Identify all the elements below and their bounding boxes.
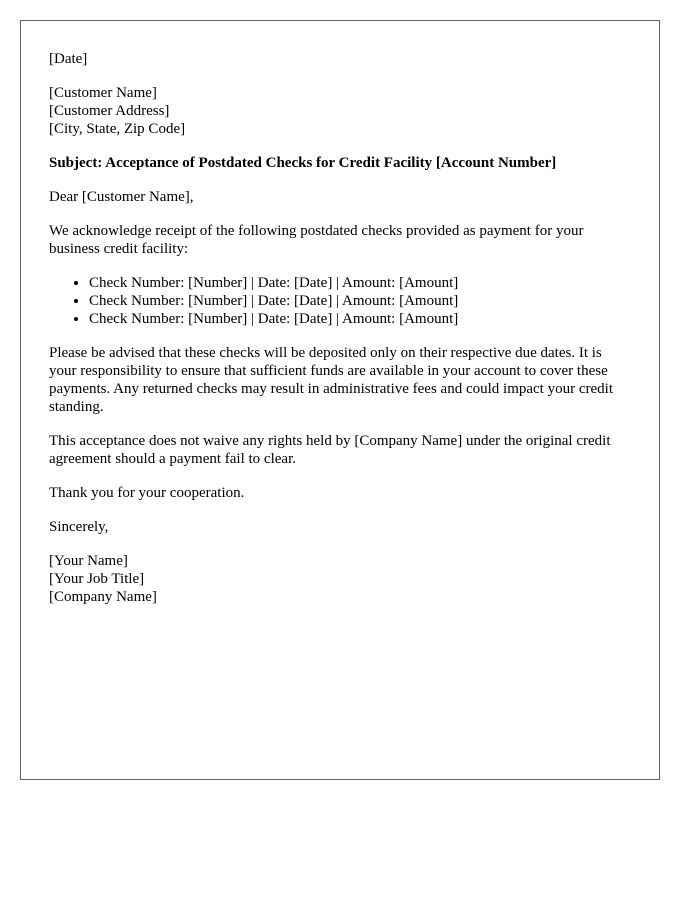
intro-paragraph: We acknowledge receipt of the following postdated checks provided as payment for your business credit facility: — [49, 223, 584, 257]
closing: Sincerely, — [49, 519, 109, 535]
signature-name: [Your Name] — [49, 553, 128, 569]
letter-page — [20, 20, 660, 780]
salutation: Dear [Customer Name], — [49, 189, 194, 205]
letter-subject: Subject: Acceptance of Postdated Checks for Credit Facility [Account Number] — [49, 155, 557, 171]
signature-title: [Your Job Title] — [49, 571, 145, 587]
signature-company: [Company Name] — [49, 589, 157, 605]
thanks-paragraph: Thank you for your cooperation. — [49, 485, 245, 501]
rights-paragraph: This acceptance does not waive any rights held by [Company Name] under the original credit agreement should a payment fail to clear. — [49, 433, 611, 467]
recipient-address-block — [49, 84, 631, 138]
letter-date — [49, 50, 631, 68]
recipient-address: [Customer Address] — [49, 103, 170, 119]
advisory-paragraph: Please be advised that these checks will be deposited only on their respective due dates. It is your responsibility to ensure that sufficient funds are available in your account to cover these payments. Any returned checks may result in administrative fees and could impact your credit standing. — [49, 345, 613, 415]
check-list-item: • Check Number: [Number] | Date: [Date] | Amount: [Amount] — [89, 274, 631, 292]
recipient-name: [Customer Name] — [49, 85, 157, 101]
date-text: [Date] — [49, 51, 88, 67]
check-list-item: • Check Number: [Number] | Date: [Date] | Amount: [Amount] — [89, 292, 631, 310]
check-list-item: • Check Number: [Number] | Date: [Date] | Amount: [Amount] — [89, 310, 631, 328]
recipient-city-state-zip: [City, State, Zip Code] — [49, 121, 186, 137]
signature-block — [49, 552, 631, 606]
checks-list — [49, 274, 631, 328]
